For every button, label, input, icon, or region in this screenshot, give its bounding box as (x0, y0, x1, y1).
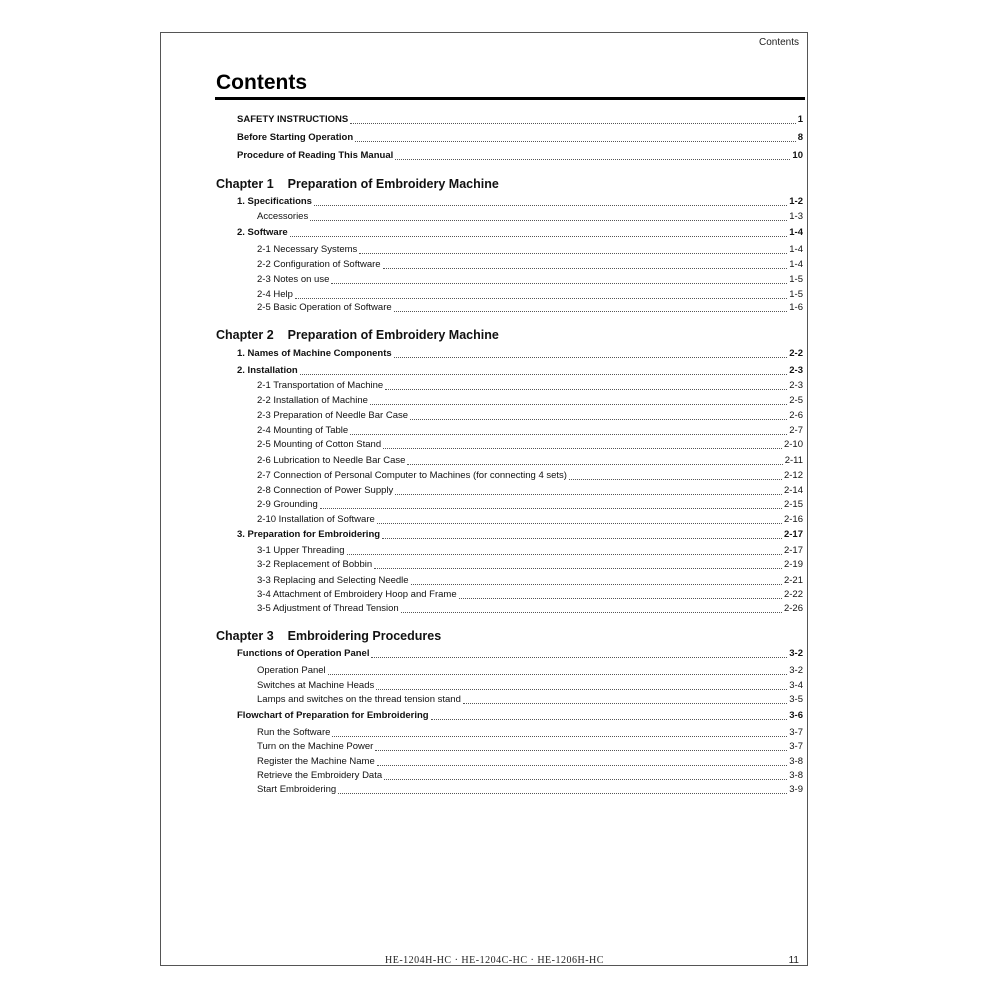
dot-leader (410, 418, 787, 420)
toc-page-number: 3-7 (789, 727, 803, 738)
toc-page-number: 2-17 (783, 529, 803, 540)
toc-page-number: 1-5 (789, 274, 803, 285)
toc-entry-label: 2-3 Notes on use (257, 274, 330, 285)
toc-entry-label: Functions of Operation Panel (237, 648, 370, 659)
toc-page-number: 2-14 (783, 485, 803, 496)
toc-entry-label: Flowchart of Preparation for Embroidering (237, 710, 429, 721)
toc-entry-label: 3-2 Replacement of Bobbin (257, 559, 373, 570)
toc-entry[interactable] (257, 664, 803, 678)
toc-entry-label: Turn on the Machine Power (257, 741, 374, 752)
dot-leader (459, 597, 782, 599)
toc-page-number: 10 (792, 150, 803, 161)
toc-entry[interactable] (257, 243, 803, 257)
dot-leader (384, 778, 787, 780)
toc-entry[interactable] (257, 769, 803, 783)
toc-entry-label: 2-7 Connection of Personal Computer to Machines (for connecting 4 sets) (257, 470, 567, 481)
toc-entry[interactable] (257, 602, 803, 616)
toc-page-number: 3-6 (789, 710, 803, 721)
toc-entry[interactable] (257, 558, 803, 572)
toc-page-number: 8 (797, 132, 803, 143)
toc-entry[interactable] (257, 424, 803, 438)
toc-entry-label: Switches at Machine Heads (257, 680, 375, 691)
toc-entry-label: 2-3 Preparation of Needle Bar Case (257, 410, 409, 421)
title-rule (215, 97, 805, 100)
document-page (160, 32, 808, 966)
dot-leader (463, 702, 787, 704)
toc-entry-label: 2-8 Connection of Power Supply (257, 485, 394, 496)
dot-leader (395, 158, 790, 160)
toc-page-number: 2-19 (783, 559, 803, 570)
toc-entry[interactable] (237, 528, 803, 542)
toc-entry-label: Embroidering Procedures (287, 629, 442, 643)
dot-leader (359, 252, 787, 254)
toc-entry-label: 2. Installation (237, 365, 298, 376)
toc-entry[interactable] (237, 131, 803, 145)
dot-leader (382, 537, 782, 539)
toc-page-number: 2-10 (783, 439, 803, 450)
toc-entry-label: 2. Software (237, 227, 288, 238)
toc-entry-label: 3-4 Attachment of Embroidery Hoop and Frame (257, 589, 457, 600)
toc-entry-label: 3-3 Replacing and Selecting Needle (257, 575, 409, 586)
toc-entry-label: Chapter 3 (216, 629, 274, 643)
dot-leader (371, 656, 787, 658)
toc-entry-label: Run the Software (257, 727, 331, 738)
toc-page-number: 3-8 (789, 756, 803, 767)
toc-page-number: 3-2 (789, 665, 803, 676)
toc-page-number: 2-7 (789, 425, 803, 436)
toc-entry[interactable] (257, 513, 803, 527)
toc-entry[interactable] (257, 574, 803, 588)
chapter-3-heading[interactable] (216, 629, 441, 643)
toc-entry-label: 3-5 Adjustment of Thread Tension (257, 603, 399, 614)
dot-leader (383, 447, 782, 449)
toc-entry-label: Lamps and switches on the thread tension stand (257, 694, 461, 705)
toc-entry[interactable] (237, 195, 803, 209)
toc-entry[interactable] (237, 113, 803, 127)
toc-entry-label: 1. Names of Machine Components (237, 348, 392, 359)
toc-page-number: 1-4 (789, 244, 803, 255)
dot-leader (300, 373, 788, 375)
toc-entry[interactable] (257, 484, 803, 498)
dot-leader (295, 297, 787, 299)
toc-entry-label: 3-1 Upper Threading (257, 545, 345, 556)
dot-leader (569, 478, 782, 480)
toc-page-number: 2-21 (783, 575, 803, 586)
toc-entry[interactable] (237, 149, 803, 163)
toc-page-number: 2-6 (789, 410, 803, 421)
toc-entry[interactable] (237, 347, 803, 361)
dot-leader (320, 507, 782, 509)
dot-leader (314, 204, 787, 206)
toc-page-number: 2-15 (783, 499, 803, 510)
dot-leader (394, 356, 788, 358)
toc-page-number: 1-6 (789, 302, 803, 313)
toc-entry[interactable] (257, 301, 803, 315)
toc-entry-label: 2-9 Grounding (257, 499, 318, 510)
toc-page-number: 2-2 (789, 348, 803, 359)
toc-entry-label: Preparation of Embroidery Machine (287, 177, 499, 191)
toc-page-number: 2-16 (783, 514, 803, 525)
toc-entry-label: 2-6 Lubrication to Needle Bar Case (257, 455, 406, 466)
toc-entry-label: 1. Specifications (237, 196, 312, 207)
toc-page-number: 2-17 (783, 545, 803, 556)
toc-entry[interactable] (257, 273, 803, 287)
dot-leader (375, 749, 787, 751)
toc-page-number: 3-2 (789, 648, 803, 659)
toc-page-number: 2-26 (783, 603, 803, 614)
toc-entry[interactable] (237, 364, 803, 378)
toc-entry[interactable] (257, 498, 803, 512)
toc-page-number: 2-5 (789, 395, 803, 406)
dot-leader (328, 673, 788, 675)
toc-page-number: 2-11 (784, 455, 803, 466)
dot-leader (331, 282, 787, 284)
toc-entry-label: Operation Panel (257, 665, 326, 676)
toc-entry-label: 2-4 Mounting of Table (257, 425, 349, 436)
dot-leader (290, 235, 788, 237)
chapter-1-heading[interactable] (216, 177, 499, 191)
toc-page-number: 3-7 (789, 741, 803, 752)
toc-page-number: 1 (797, 114, 803, 125)
dot-leader (374, 567, 782, 569)
dot-leader (385, 388, 787, 390)
toc-entry[interactable] (257, 588, 803, 602)
toc-entry-label: 3. Preparation for Embroidering (237, 529, 381, 540)
dot-leader (332, 735, 787, 737)
toc-entry-label: 2-1 Necessary Systems (257, 244, 358, 255)
dot-leader (383, 267, 788, 269)
footer-model-numbers: HE-1204H-HC · HE-1204C-HC · HE-1206H-HC (385, 955, 604, 966)
toc-entry-label: 2-2 Installation of Machine (257, 395, 368, 406)
toc-entry-label: 2-10 Installation of Software (257, 514, 375, 525)
dot-leader (407, 463, 782, 465)
toc-page-number: 3-9 (789, 784, 803, 795)
toc-entry[interactable] (257, 740, 803, 754)
toc-page-number: 2-3 (789, 380, 803, 391)
toc-page-number: 1-4 (789, 227, 803, 238)
toc-entry-label: 2-5 Basic Operation of Software (257, 302, 392, 313)
toc-entry-label: SAFETY INSTRUCTIONS (237, 114, 349, 125)
toc-entry-label: 2-2 Configuration of Software (257, 259, 381, 270)
toc-entry[interactable] (257, 544, 803, 558)
toc-entry[interactable] (257, 288, 803, 302)
dot-leader (350, 433, 787, 435)
toc-entry-label: Accessories (257, 211, 309, 222)
toc-entry[interactable] (257, 210, 803, 224)
page-title: Contents (216, 71, 307, 94)
dot-leader (350, 122, 796, 124)
toc-entry[interactable] (237, 709, 803, 723)
dot-leader (310, 219, 787, 221)
toc-entry-label: 2-5 Mounting of Cotton Stand (257, 439, 382, 450)
toc-page-number: 3-4 (789, 680, 803, 691)
toc-entry-label: 2-4 Help (257, 289, 293, 300)
dot-leader (370, 403, 787, 405)
toc-page-number: 2-22 (783, 589, 803, 600)
dot-leader (431, 718, 788, 720)
toc-page-number: 1-5 (789, 289, 803, 300)
toc-page-number: 1-3 (789, 211, 803, 222)
dot-leader (355, 140, 796, 142)
dot-leader (411, 583, 782, 585)
dot-leader (338, 792, 787, 794)
toc-entry[interactable] (257, 679, 803, 693)
dot-leader (377, 522, 782, 524)
toc-entry[interactable] (257, 438, 803, 452)
toc-entry-label: Procedure of Reading This Manual (237, 150, 394, 161)
toc-entry[interactable] (257, 379, 803, 393)
toc-entry[interactable] (237, 226, 803, 240)
footer-page-number: 11 (788, 955, 799, 966)
toc-entry-label: 2-1 Transportation of Machine (257, 380, 384, 391)
toc-entry[interactable] (257, 783, 803, 797)
dot-leader (377, 764, 788, 766)
toc-page-number: 1-2 (789, 196, 803, 207)
toc-entry[interactable] (257, 258, 803, 272)
dot-leader (376, 688, 787, 690)
toc-entry-label: Chapter 2 (216, 328, 274, 342)
toc-entry[interactable] (257, 755, 803, 769)
toc-entry[interactable] (257, 693, 803, 707)
dot-leader (401, 611, 782, 613)
toc-entry-label: Register the Machine Name (257, 756, 375, 767)
chapter-2-heading[interactable] (216, 328, 499, 342)
toc-entry[interactable] (257, 394, 803, 408)
toc-entry[interactable] (257, 469, 803, 483)
toc-entry[interactable] (257, 726, 803, 740)
toc-page-number: 1-4 (789, 259, 803, 270)
toc-entry-label: Retrieve the Embroidery Data (257, 770, 383, 781)
toc-entry[interactable] (257, 409, 803, 423)
toc-page-number: 2-12 (783, 470, 803, 481)
toc-entry-label: Before Starting Operation (237, 132, 354, 143)
toc-entry[interactable] (257, 454, 803, 468)
running-header: Contents (758, 37, 799, 48)
toc-page-number: 3-8 (789, 770, 803, 781)
toc-entry-label: Start Embroidering (257, 784, 337, 795)
dot-leader (347, 553, 782, 555)
toc-entry-label: Chapter 1 (216, 177, 274, 191)
toc-entry[interactable] (237, 647, 803, 661)
dot-leader (395, 493, 782, 495)
dot-leader (394, 310, 788, 312)
toc-page-number: 2-3 (789, 365, 803, 376)
toc-entry-label: Preparation of Embroidery Machine (287, 328, 499, 342)
toc-page-number: 3-5 (789, 694, 803, 705)
